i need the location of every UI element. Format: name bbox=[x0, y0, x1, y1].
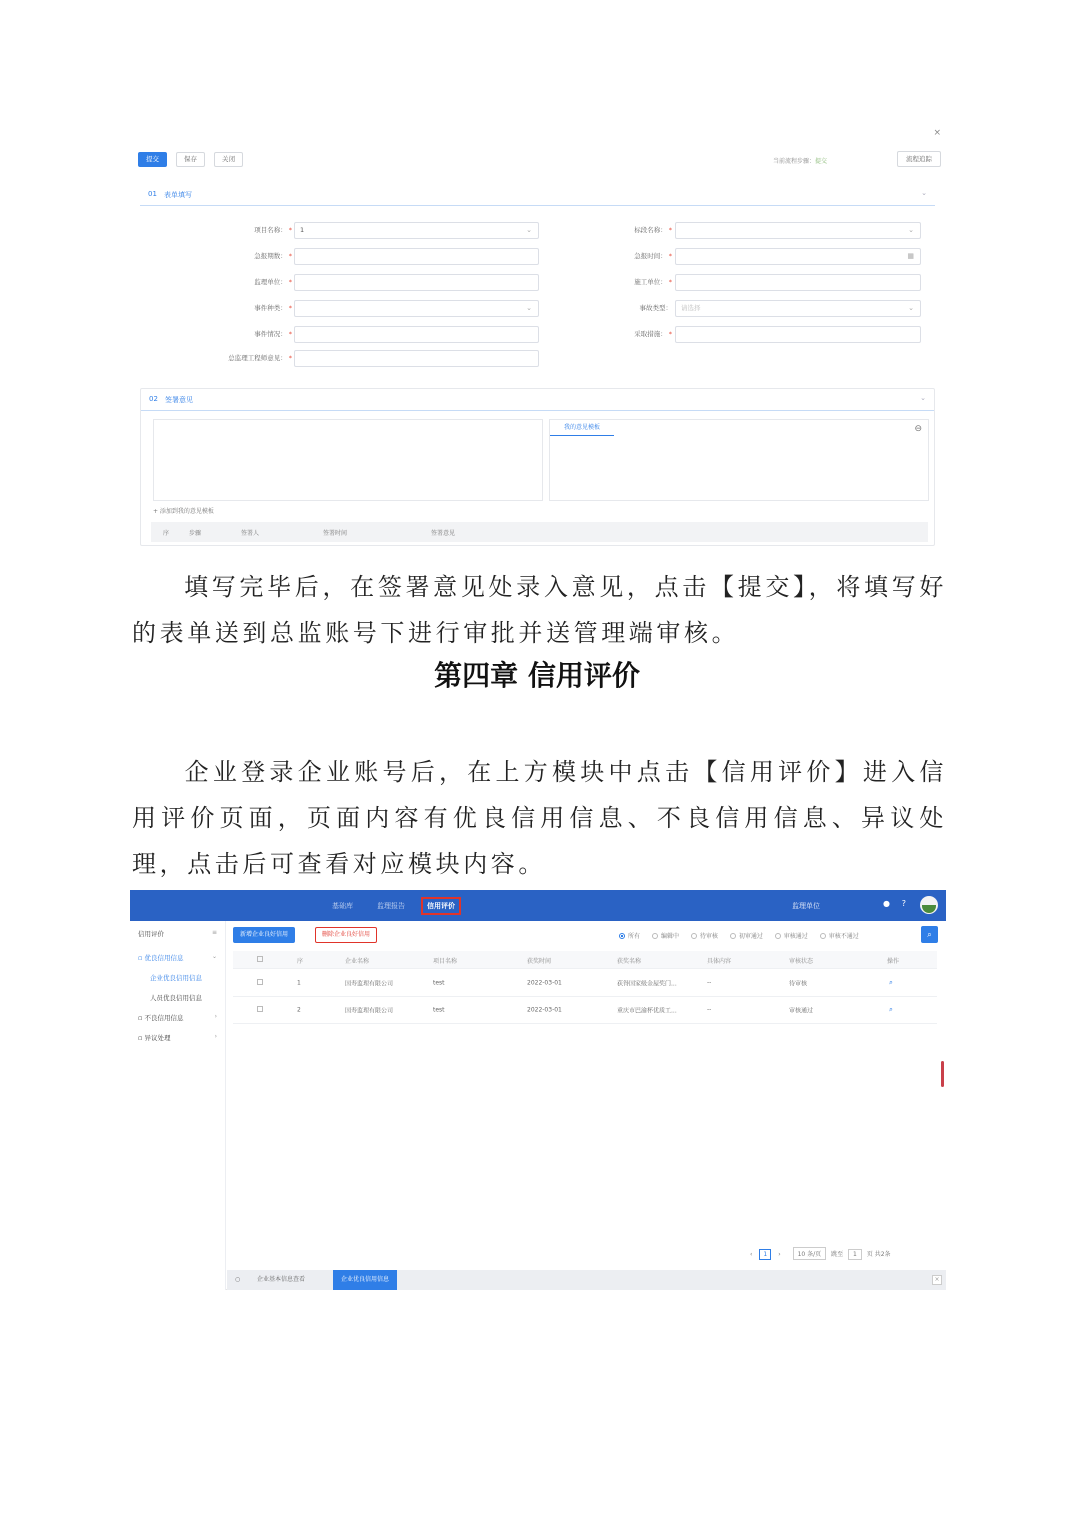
review-status: 审核通过 bbox=[789, 1007, 814, 1015]
form-screenshot bbox=[132, 126, 947, 548]
column-header: 操作 bbox=[887, 958, 900, 965]
column-header: 签署时间 bbox=[323, 530, 348, 537]
construction-unit-input[interactable] bbox=[675, 274, 921, 291]
minus-circle-icon[interactable]: ⊖ bbox=[914, 424, 922, 434]
chevron-right-icon: › bbox=[214, 1033, 217, 1040]
field-label: 急报期数： * bbox=[254, 252, 292, 260]
help-icon[interactable]: ? bbox=[901, 899, 906, 908]
section-number: 01 bbox=[148, 190, 157, 198]
next-page-button[interactable]: › bbox=[778, 1251, 781, 1258]
flow-trace-button[interactable]: 流程追踪 bbox=[897, 151, 941, 167]
section-title: 签署意见 bbox=[165, 396, 193, 404]
row-index: 2 bbox=[297, 1006, 301, 1014]
field-label: 事件种类： * bbox=[254, 304, 292, 312]
row-checkbox[interactable] bbox=[257, 1006, 263, 1014]
award-name: 获得国家级金屋奖门... bbox=[617, 980, 677, 988]
column-header: 步骤 bbox=[189, 530, 202, 537]
bell-icon[interactable]: ● bbox=[883, 899, 890, 908]
scrollbar[interactable] bbox=[941, 1061, 944, 1087]
search-icon[interactable]: ⌕ bbox=[921, 926, 938, 943]
column-header: 签署意见 bbox=[431, 530, 456, 537]
filter-radio[interactable]: 审核通过 bbox=[775, 931, 808, 940]
column-header: 获奖时间 bbox=[527, 958, 552, 965]
select-all-checkbox[interactable] bbox=[257, 956, 263, 964]
sidebar-item-bad-credit[interactable]: ▫ 不良信用信息 bbox=[138, 1014, 184, 1022]
paragraph-submit-instructions: 填写完毕后，在签署意见处录入意见，点击【提交】，将填写好的表单送到总监账号下进行审批并送管理端审核。 bbox=[132, 573, 947, 647]
column-header: 项目名称 bbox=[433, 958, 458, 965]
sidebar-title: 信用评价 bbox=[138, 930, 164, 938]
supervision-unit-input[interactable] bbox=[294, 274, 539, 291]
filter-radio[interactable]: 所有 bbox=[619, 931, 640, 940]
tab-company-basic-info[interactable]: 企业基本信息查看 bbox=[257, 1276, 306, 1283]
field-label: 事件情况： * bbox=[254, 330, 292, 338]
award-name: 重庆市巴渝杯优质工... bbox=[617, 1007, 677, 1015]
field-label: 监理单位： * bbox=[254, 278, 292, 286]
add-opinion-template-link[interactable]: + 添加到我的意见模板 bbox=[153, 508, 214, 515]
calendar-icon: ▦ bbox=[907, 252, 914, 260]
chapter-title: 第四章 信用评价 bbox=[434, 659, 640, 692]
section-number: 02 bbox=[149, 395, 158, 403]
total-count: 共2条 bbox=[874, 1251, 891, 1258]
sidebar-item-objection[interactable]: ▫ 异议处理 bbox=[138, 1034, 171, 1042]
menu-collapse-icon[interactable]: ≡ bbox=[211, 929, 217, 936]
filter-radio[interactable]: 编辑中 bbox=[652, 931, 679, 940]
credit-screenshot bbox=[130, 890, 946, 1290]
current-step-label: 当前流程步骤： bbox=[772, 158, 815, 165]
chevron-down-icon: ⌄ bbox=[526, 226, 532, 234]
opinion-section-header[interactable] bbox=[141, 389, 934, 411]
project-name: test bbox=[433, 979, 445, 987]
sidebar-item-person-good-credit[interactable]: 人员优良信用信息 bbox=[150, 994, 202, 1002]
row-index: 1 bbox=[297, 979, 301, 987]
view-icon[interactable]: ⌕ bbox=[889, 978, 893, 987]
refresh-icon[interactable]: ○ bbox=[235, 1276, 241, 1283]
section-name-select[interactable] bbox=[675, 222, 921, 239]
column-header: 序 bbox=[297, 958, 304, 965]
delete-good-credit-button[interactable]: 删除企业良好信用 bbox=[315, 927, 377, 943]
column-header: 具体内容 bbox=[707, 958, 732, 965]
report-period-input[interactable] bbox=[294, 248, 539, 265]
top-navbar bbox=[130, 890, 946, 921]
current-step bbox=[773, 156, 827, 165]
opinion-table-header bbox=[151, 522, 928, 542]
page-number[interactable]: 1 bbox=[759, 1249, 771, 1260]
prev-page-button[interactable]: ‹ bbox=[750, 1251, 753, 1258]
sidebar-item-company-good-credit[interactable]: 企业优良信用信息 bbox=[150, 974, 202, 982]
column-header: 企业名称 bbox=[345, 958, 370, 965]
current-step-value: 提交 bbox=[814, 158, 827, 165]
field-label: 项目名称： * bbox=[254, 226, 292, 234]
bottom-tab-bar bbox=[227, 1270, 946, 1290]
chevron-down-icon[interactable]: ⌄ bbox=[921, 189, 927, 197]
goto-page-input[interactable]: 1 bbox=[848, 1249, 862, 1260]
form-section-header[interactable] bbox=[140, 184, 935, 206]
filter-radio[interactable]: 待审核 bbox=[691, 931, 718, 940]
filter-radio[interactable]: 审核不通过 bbox=[820, 931, 859, 940]
field-label: 急报时间： * bbox=[634, 252, 672, 260]
award-date: 2022-03-01 bbox=[527, 1006, 562, 1014]
tab-my-opinion-template[interactable]: 我的意见模板 bbox=[550, 420, 614, 436]
main-content bbox=[227, 921, 946, 1290]
column-header: 序 bbox=[163, 530, 170, 537]
column-header: 获奖名称 bbox=[617, 958, 642, 965]
close-button[interactable]: 关闭 bbox=[214, 152, 243, 167]
close-icon[interactable]: × bbox=[933, 128, 941, 138]
sidebar-item-good-credit[interactable]: ▫ 优良信用信息 bbox=[138, 954, 184, 962]
field-label: 施工单位： * bbox=[634, 278, 672, 286]
field-label: 采取措施： * bbox=[634, 330, 672, 338]
field-label: 总监理工程师意见： * bbox=[228, 354, 292, 362]
paragraph-credit-instructions: 企业登录企业账号后，在上方模块中点击【信用评价】进入信用评价页面，页面内容有优良信用信息、不良信用信息、异议处理，点击后可查看对应模块内容。 bbox=[132, 758, 947, 878]
column-header: 签署人 bbox=[241, 530, 260, 537]
project-name: test bbox=[433, 1006, 445, 1014]
page-size-select[interactable]: 10 条/页 bbox=[793, 1247, 827, 1260]
opinion-textarea[interactable] bbox=[153, 419, 543, 501]
row-checkbox[interactable] bbox=[257, 979, 263, 987]
accident-type-select[interactable]: 请选择 ⌄ bbox=[675, 300, 921, 317]
opinion-template-panel bbox=[549, 419, 929, 501]
nav-item-credit-evaluation[interactable]: 信用评价 bbox=[421, 897, 461, 915]
table-row[interactable] bbox=[233, 970, 937, 997]
chevron-down-icon: ⌄ bbox=[526, 304, 532, 312]
project-name-select[interactable]: 1 ⌄ bbox=[294, 222, 539, 239]
event-type-select[interactable] bbox=[294, 300, 539, 317]
chevron-down-icon: ⌄ bbox=[211, 953, 217, 960]
chevron-down-icon: ⌄ bbox=[908, 304, 914, 312]
view-icon[interactable]: ⌕ bbox=[889, 1005, 893, 1014]
avatar[interactable] bbox=[920, 896, 938, 914]
chief-engineer-opinion-input[interactable] bbox=[294, 350, 539, 367]
award-content: -- bbox=[707, 1006, 712, 1014]
sidebar bbox=[130, 921, 226, 1290]
review-status: 待审核 bbox=[789, 980, 808, 988]
award-content: -- bbox=[707, 979, 712, 987]
section-title: 表单填写 bbox=[164, 191, 192, 199]
chevron-down-icon: ⌄ bbox=[908, 226, 914, 234]
table-header bbox=[233, 951, 937, 969]
goto-label: 跳至 bbox=[831, 1251, 844, 1258]
column-header: 审核状态 bbox=[789, 958, 814, 965]
chevron-down-icon[interactable]: ⌄ bbox=[920, 394, 926, 402]
filter-radio[interactable]: 初审通过 bbox=[730, 931, 763, 940]
field-label: 事故类型： bbox=[639, 304, 672, 312]
award-date: 2022-03-01 bbox=[527, 979, 562, 987]
field-label: 标段名称： * bbox=[634, 226, 672, 234]
nav-item-supervision-report[interactable]: 监理报告 bbox=[377, 902, 405, 910]
measures-input[interactable] bbox=[675, 326, 921, 343]
status-filter bbox=[619, 931, 869, 940]
submit-button[interactable]: 提交 bbox=[138, 152, 167, 167]
close-tab-icon[interactable]: × bbox=[932, 1275, 942, 1285]
opinion-section bbox=[140, 388, 935, 546]
chevron-right-icon: › bbox=[214, 1013, 217, 1020]
save-button[interactable]: 保存 bbox=[176, 152, 205, 167]
table-row[interactable] bbox=[233, 997, 937, 1024]
unit-name: 监理单位 bbox=[792, 902, 820, 910]
report-time-input[interactable] bbox=[675, 248, 921, 265]
company-name: 国寿监理有限公司 bbox=[345, 980, 394, 988]
nav-item-basic-library[interactable]: 基础库 bbox=[332, 902, 353, 910]
tab-company-good-credit[interactable]: 企业优良信用信息 bbox=[333, 1270, 397, 1290]
page-unit-label: 页 bbox=[866, 1251, 873, 1258]
event-situation-input[interactable] bbox=[294, 326, 539, 343]
add-good-credit-button[interactable]: 新增企业良好信用 bbox=[233, 927, 295, 943]
pagination bbox=[747, 1247, 891, 1260]
company-name: 国寿监理有限公司 bbox=[345, 1007, 394, 1015]
